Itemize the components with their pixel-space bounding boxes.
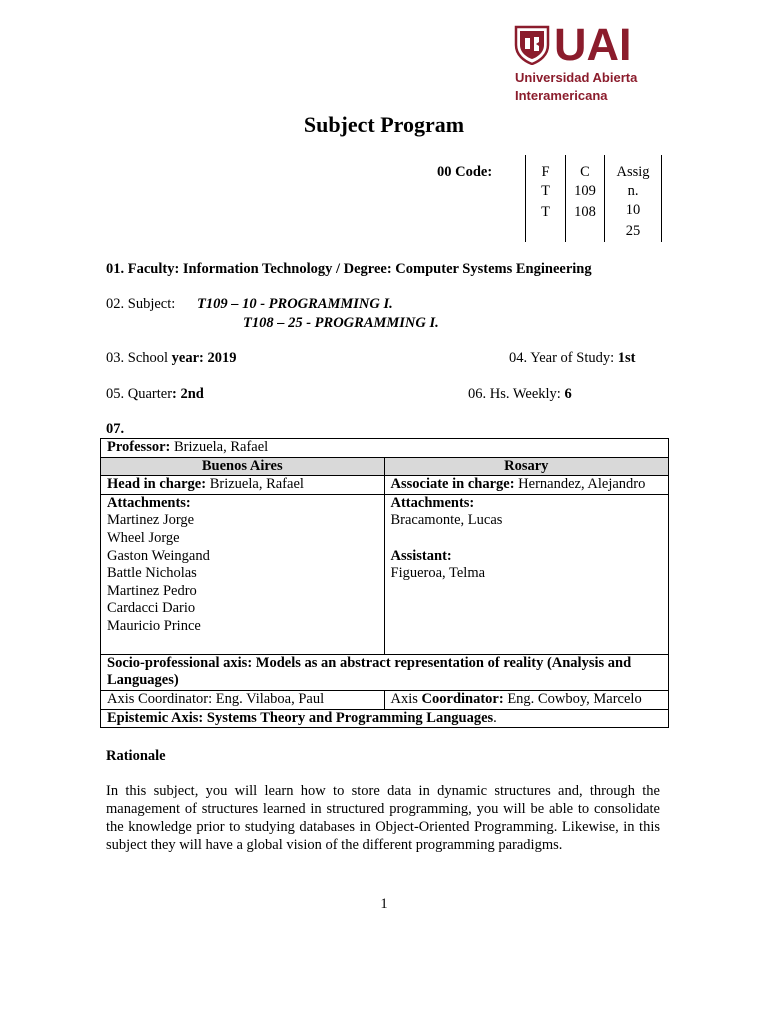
page-number: 1 xyxy=(380,896,388,912)
list-item: Gaston Weingand xyxy=(107,547,210,564)
hours-weekly xyxy=(468,386,572,403)
associate-name: Hernandez, Alejandro xyxy=(514,476,646,493)
list-item: Martinez Pedro xyxy=(107,582,197,599)
code-divider xyxy=(661,155,662,242)
code-cell: F xyxy=(541,164,550,180)
university-logo xyxy=(514,19,654,105)
attachments-left-cell xyxy=(101,494,385,654)
axis-coord-name: Eng. Cowboy, Marcelo xyxy=(503,690,642,707)
list-item: Cardacci Dario xyxy=(107,600,196,617)
year-of-study xyxy=(509,350,636,367)
school-year-value: year: 2019 xyxy=(171,350,237,366)
code-cell: T xyxy=(541,204,550,220)
hours-weekly-value: 6 xyxy=(564,386,572,402)
code-column-3 xyxy=(605,163,661,241)
quarter-value: : 2nd xyxy=(172,386,204,402)
associate-label: Associate in charge: xyxy=(390,476,515,493)
quarter-label: 05. Quarter xyxy=(106,386,173,402)
logo-line-1: Universidad Abierta xyxy=(515,70,638,85)
head-name: Brizuela, Rafael xyxy=(206,476,304,493)
year-of-study-label: 04. Year of Study: xyxy=(509,350,618,366)
assistant-label: Assistant: xyxy=(390,547,452,564)
hours-weekly-label: 06. Hs. Weekly: xyxy=(468,386,565,402)
rationale-heading: Rationale xyxy=(106,748,166,764)
code-cell: C xyxy=(580,164,590,180)
section-07-label: 07. xyxy=(106,421,125,437)
axis-coordinator-right xyxy=(384,690,669,709)
campus-header-right: Rosary xyxy=(384,457,669,476)
table-row xyxy=(101,439,669,458)
attachments-label: Attachments: xyxy=(390,494,475,511)
epistemic-axis-cell xyxy=(101,709,669,728)
axis-coordinator-left: Axis Coordinator: Eng. Vilaboa, Paul xyxy=(101,690,385,709)
year-of-study-value: 1st xyxy=(617,350,636,366)
shield-icon xyxy=(514,25,550,65)
epistemic-period: . xyxy=(493,709,497,726)
rationale-paragraph: In this subject, you will learn how to store data in dynamic structures and, through the management of structures learned in structured programming, you will be able to consolidate the knowledge prior to studying databases in Object-Oriented Programming. Likewise, in this subject they will have a global vision of the different programming paradigms. xyxy=(106,783,660,853)
head-in-charge-cell xyxy=(101,476,385,495)
school-year xyxy=(106,350,236,367)
logo-abbreviation: UAI xyxy=(554,19,632,70)
code-column-2 xyxy=(566,163,604,222)
professor-cell xyxy=(101,439,669,458)
professor-name: Brizuela, Rafael xyxy=(170,439,269,455)
code-cell: 108 xyxy=(574,204,596,220)
logo-line-2: Interamericana xyxy=(515,88,608,103)
list-item: Wheel Jorge xyxy=(107,529,180,546)
campus-header-left: Buenos Aires xyxy=(101,457,385,476)
table-row xyxy=(101,476,669,495)
code-cell: 25 xyxy=(625,223,641,239)
head-label: Head in charge: xyxy=(107,476,207,493)
code-cell: Assig xyxy=(616,164,650,180)
school-year-label: 03. School xyxy=(106,350,172,366)
table-row xyxy=(101,494,669,654)
code-label: 00 Code: xyxy=(437,164,493,180)
axis-coord-prefix: Axis xyxy=(390,690,422,707)
table-row xyxy=(101,690,669,709)
associate-cell xyxy=(384,476,669,495)
table-row xyxy=(101,457,669,476)
subject-line-1: T109 – 10 - PROGRAMMING I. xyxy=(197,296,393,312)
socio-axis-cell: Socio-professional axis: Models as an abstract representation of reality (Analysis and Languages) xyxy=(101,654,669,690)
code-cell: T xyxy=(541,183,550,199)
staff-table xyxy=(100,438,669,728)
code-column-1 xyxy=(526,163,565,222)
table-row xyxy=(101,654,669,690)
subject-line-2: T108 – 25 - PROGRAMMING I. xyxy=(243,315,439,331)
document-title: Subject Program xyxy=(303,112,465,137)
list-item: Battle Nicholas xyxy=(107,565,197,582)
code-cell: 10 xyxy=(625,202,641,218)
code-cell: n. xyxy=(627,183,639,199)
attachments-right-cell xyxy=(384,494,669,654)
professor-label: Professor: xyxy=(107,439,171,455)
subject-label: 02. Subject: xyxy=(106,296,176,312)
list-item: Mauricio Prince xyxy=(107,617,201,634)
list-item: Bracamonte, Lucas xyxy=(390,512,503,529)
epistemic-axis-text: Epistemic Axis: Systems Theory and Programming Languages xyxy=(107,709,494,726)
assistant-name: Figueroa, Telma xyxy=(390,565,486,582)
axis-coord-label: Coordinator: xyxy=(421,690,504,707)
table-row xyxy=(101,709,669,728)
quarter xyxy=(106,386,204,403)
list-item: Martinez Jorge xyxy=(107,512,195,529)
faculty-line: 01. Faculty: Information Technology / Degree: Computer Systems Engineering xyxy=(106,261,592,277)
code-cell: 109 xyxy=(574,183,596,199)
attachments-label: Attachments: xyxy=(107,494,191,511)
spacer xyxy=(391,530,663,548)
